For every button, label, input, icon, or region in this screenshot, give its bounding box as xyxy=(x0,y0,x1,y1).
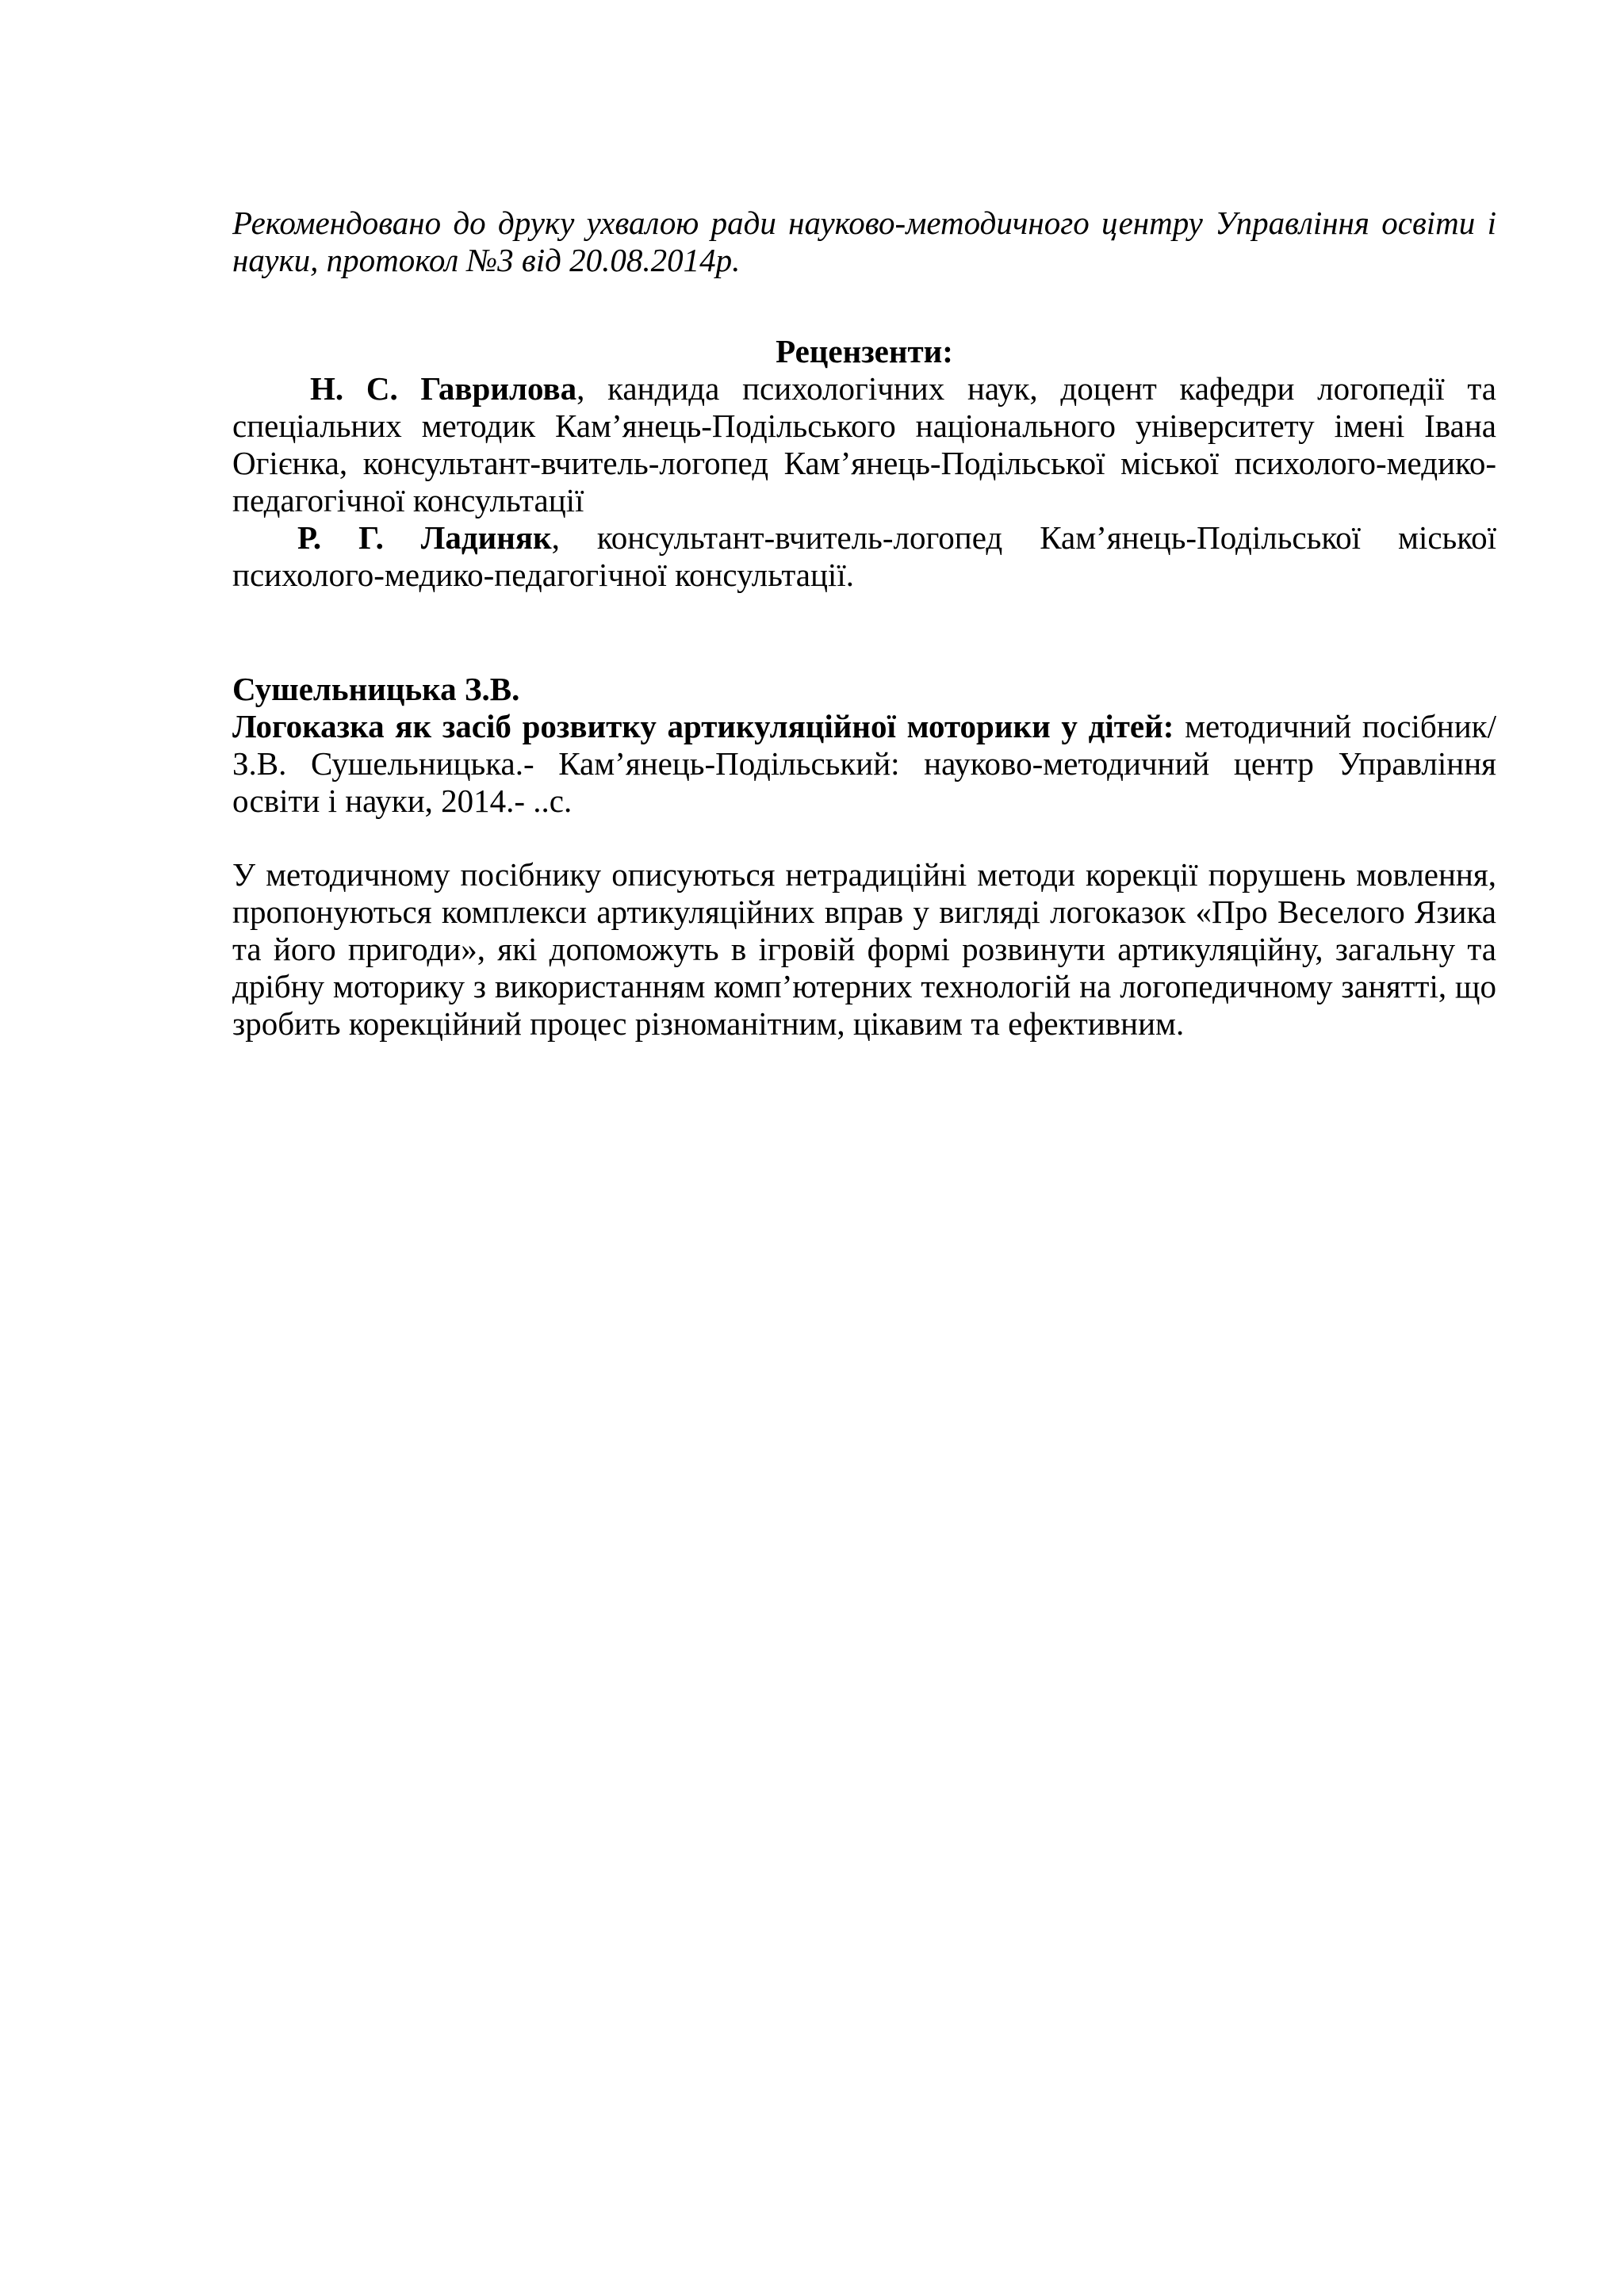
bibliography-entry xyxy=(232,708,1496,820)
bibliography-details: методичний посібник/ З.В. Сушельницька.- Кам’янець-Подільський: науково-методичний центр Управління освіти і науки, 2014.- ..с. xyxy=(232,708,1496,819)
document-page xyxy=(232,205,1496,1043)
annotation-paragraph: У методичному посібнику описуються нетрадиційні методи корекції порушень мовлення, пропонуються комплекси артикуляційних вправ у вигляді логоказок «Про Веселого Язика та його пригоди», які допоможуть в ігровій формі розвинути артикуляційну, загальну та дрібну моторику з використанням комп’ютерних технологій на логопедичному занятті, що зробить корекційний процес різноманітним, цікавим та ефективним. xyxy=(232,856,1496,1042)
reviewers-heading: Рецензенти: xyxy=(776,333,953,369)
reviewer-name: Н. С. Гаврилова xyxy=(310,370,577,407)
reviewer-description: , консультант-вчитель-логопед Кам’янець-Подільської міської психолого-медико-педагогічної консультації. xyxy=(232,519,1496,593)
reviewer-name: Р. Г. Ладиняк xyxy=(297,519,552,556)
approval-note: Рекомендовано до друку ухвалою ради науково-методичного центру Управління освіти і науки, протокол №3 від 20.08.2014р. xyxy=(232,205,1496,278)
book-title: Логоказка як засіб розвитку артикуляційної моторики у дітей: xyxy=(232,708,1174,744)
reviewer-entry xyxy=(232,370,1496,519)
reviewer-entry xyxy=(232,519,1496,594)
bibliography-author: Сушельницька З.В. xyxy=(232,671,520,707)
reviewer-description: , кандида психологічних наук, доцент кафедри логопедії та спеціальних методик Кам’янець-Подільського національного університету імені Івана Огієнка, консультант-вчитель-логопед Кам’янець-Подільської міської психолого-медико-педагогічної консультації xyxy=(232,370,1497,519)
